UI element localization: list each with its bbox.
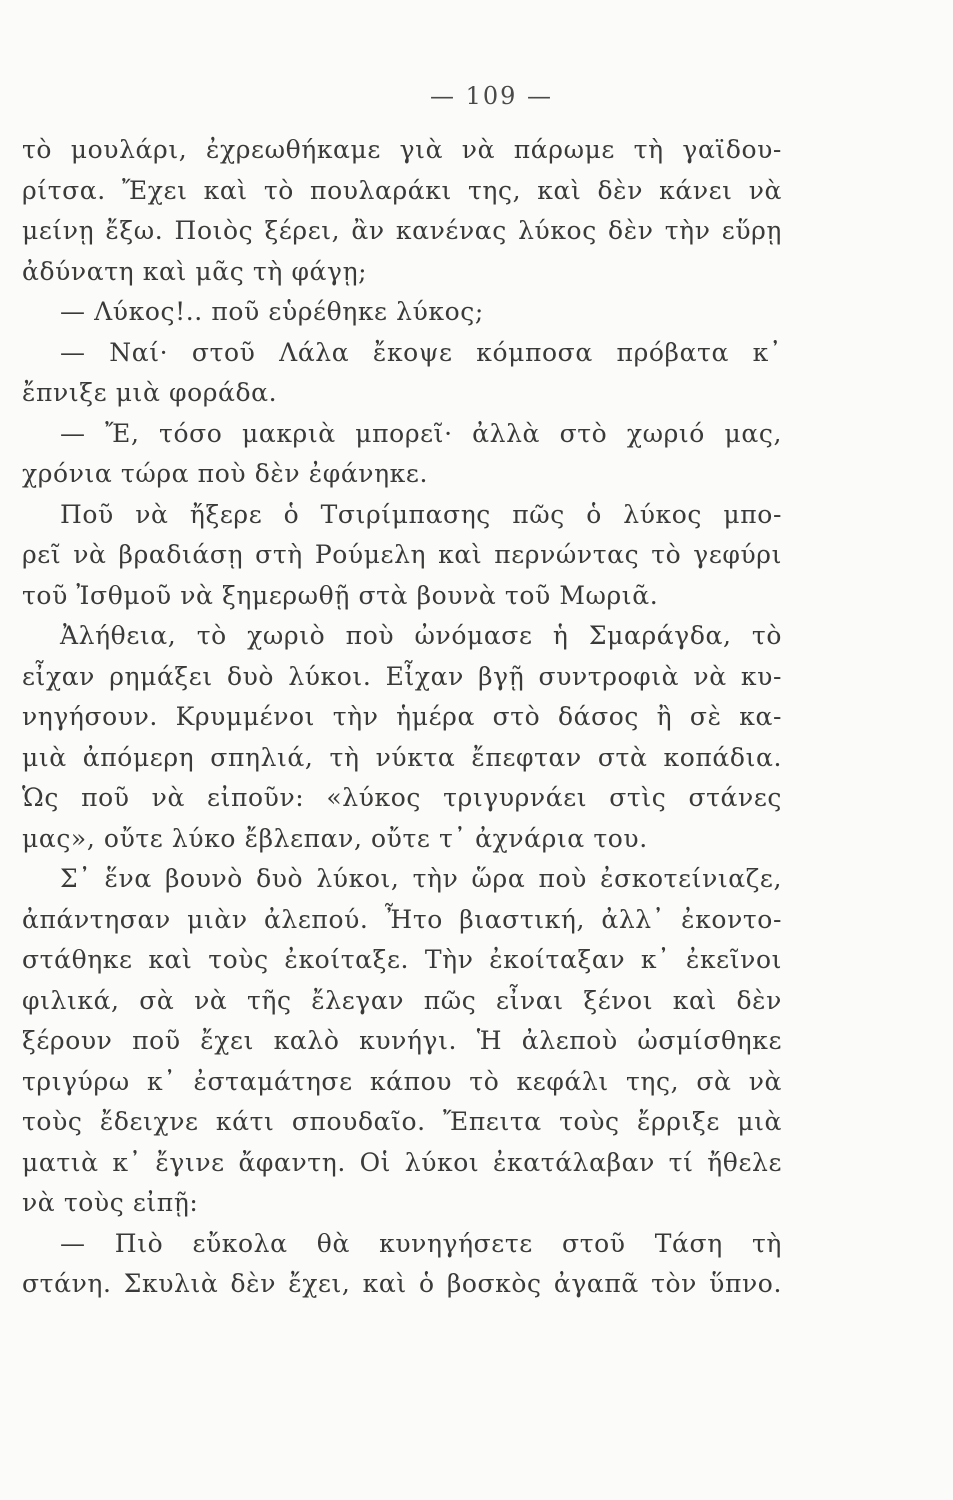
text-line: ρίτσα. Ἔχει καὶ τὸ πουλαράκι της, καὶ δὲν κάνει νὰ <box>22 175 782 205</box>
text-line: νὰ τοὺς εἰπῇ: <box>22 1188 199 1217</box>
text-line: — Ναί· στοῦ Λάλα ἔκοψε κόμποσα πρόβατα κ᾿ <box>60 337 782 367</box>
text-line: Ὡς ποῦ νὰ εἰποῦν: «λύκος τριγυρνάει στὶς στάνες <box>22 783 782 812</box>
text-line: τοὺς ἔδειχνε κάτι σπουδαῖο. Ἔπειτα τοὺς ἔρριξε μιὰ <box>22 1107 782 1136</box>
page-number: — 109 — <box>429 82 554 110</box>
text-line: ἔπνιξε μιὰ φοράδα. <box>22 378 278 407</box>
text-line: μιὰ ἀπόμερη σπηλιά, τὴ νύκτα ἔπεφταν στὰ κοπάδια. <box>22 742 782 772</box>
text-line: νηγήσουν. Κρυμμένοι τὴν ἡμέρα στὸ δάσος ἢ σὲ κα- <box>22 702 782 731</box>
text-line: — Λύκος!.. ποῦ εὑρέθηκε λύκος; <box>60 297 484 326</box>
text-line: τὸ μουλάρι, ἐχρεωθήκαμε γιὰ νὰ πάρωμε τὴ γαϊδου- <box>22 135 782 164</box>
text-line: χρόνια τώρα ποὺ δὲν ἐφάνηκε. <box>22 459 429 488</box>
text-line: τριγύρω κ᾿ ἐσταμάτησε κάπου τὸ κεφάλι της, σὰ νὰ <box>22 1066 782 1096</box>
text-line: ξέρουν ποῦ ἔχει καλὸ κυνήγι. Ἡ ἀλεποὺ ὠσμίσθηκε <box>22 1026 782 1055</box>
text-line: ματιὰ κ᾿ ἔγινε ἄφαντη. Οἱ λύκοι ἐκατάλαβαν τί ἤθελε <box>22 1147 782 1177</box>
text-line: ἀπάντησαν μιὰν ἀλεπού. Ἦτο βιαστική, ἀλλ᾿ ἐκοντο- <box>22 904 782 934</box>
text-line: στάθηκε καὶ τοὺς ἐκοίταξε. Τὴν ἐκοίταξαν κ᾿ ἐκεῖνοι <box>22 945 782 974</box>
text-line: Σ᾿ ἕνα βουνὸ δυὸ λύκοι, τὴν ὥρα ποὺ ἐσκοτείνιαζε, <box>60 864 782 893</box>
body-text <box>22 130 782 1305</box>
text-line: — Πιὸ εὔκολα θὰ κυνηγήσετε στοῦ Τάση τὴ <box>60 1228 782 1258</box>
text-line: τοῦ Ἰσθμοῦ νὰ ξημερωθῇ στὰ βουνὰ τοῦ Μωριᾶ. <box>22 580 659 610</box>
text-line: — Ἔ, τόσο μακριὰ μπορεῖ· ἀλλὰ στὸ χωριό μας, <box>60 418 782 448</box>
text-line: Ἀλήθεια, τὸ χωριὸ ποὺ ὠνόμασε ἡ Σμαράγδα, τὸ <box>60 621 782 650</box>
text-line: στάνη. Σκυλιὰ δὲν ἔχει, καὶ ὁ βοσκὸς ἀγαπᾶ τὸν ὕπνο. <box>22 1269 782 1298</box>
text-line: μείνῃ ἔξω. Ποιὸς ξέρει, ἂν κανένας λύκος δὲν τὴν εὕρῃ <box>22 216 782 245</box>
text-line: ρεῖ νὰ βραδιάσῃ στὴ Ρούμελη καὶ περνώντας τὸ γεφύρι <box>22 540 782 569</box>
text-line: φιλικά, σὰ νὰ τῆς ἔλεγαν πῶς εἶναι ξένοι καὶ δὲν <box>22 985 782 1015</box>
text-line: μας», οὔτε λύκο ἔβλεπαν, οὔτε τ᾿ ἀχνάρια του. <box>22 823 648 853</box>
text-line: Ποῦ νὰ ἤξερε ὁ Τσιρίμπασης πῶς ὁ λύκος μπο- <box>60 499 782 529</box>
text-line: εἶχαν ρημάξει δυὸ λύκοι. Εἶχαν βγῇ συντροφιὰ νὰ κυ- <box>22 661 782 691</box>
text-line: ἀδύνατη καὶ μᾶς τὴ φάγῃ; <box>22 256 368 286</box>
